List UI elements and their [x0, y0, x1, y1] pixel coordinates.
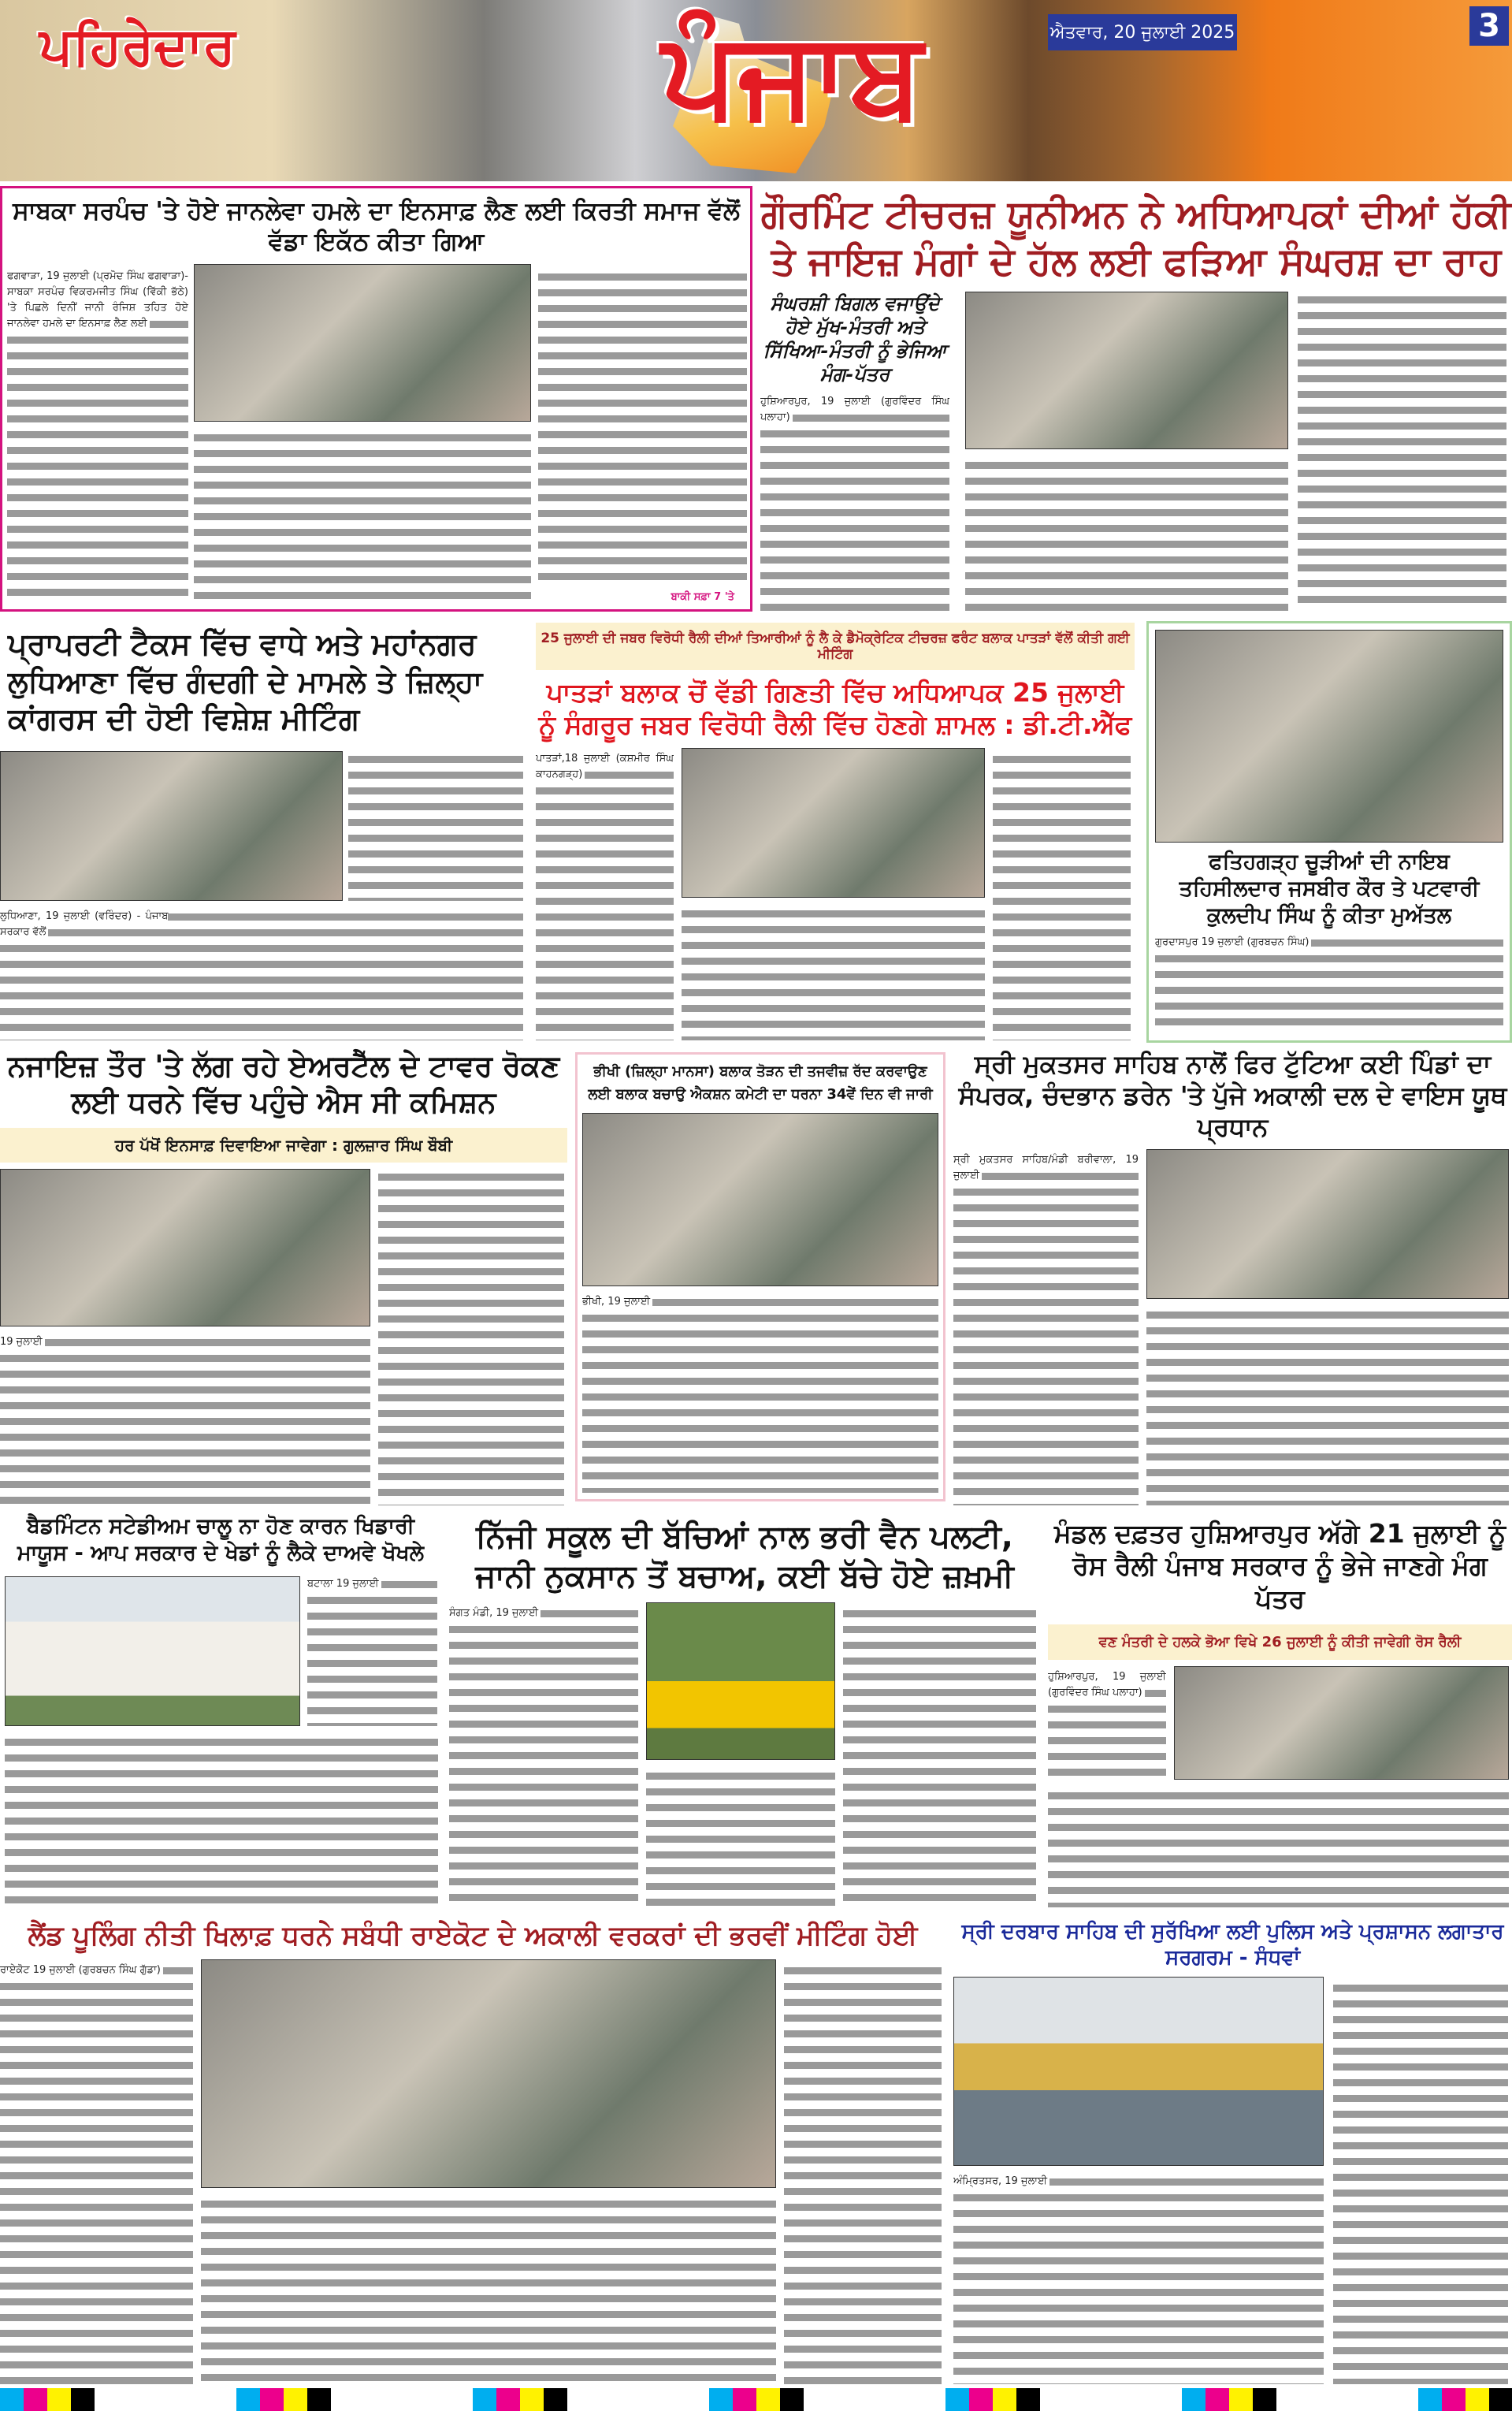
headline: ਮੰਡਲ ਦਫ਼ਤਰ ਹੁਸ਼ਿਆਰਪੁਰ ਅੱਗੇ 21 ਜੁਲਾਈ ਨੂੰ ਰੋਸ ਰੈਲੀ ਪੰਜਾਬ ਸਰਕਾਰ ਨੂੰ ਭੇਜੇ ਜਾਣਗੇ ਮੰਗ ਪੱਤਰ	[1053, 1518, 1506, 1614]
photo	[201, 1959, 776, 2188]
article-body: ਅੰਮ੍ਰਿਤਸਰ, 19 ਜੁਲਾਈ	[953, 2174, 1324, 2384]
article-land-pooling	[0, 1919, 945, 2384]
article-body	[1298, 292, 1506, 612]
article-dtf-rally	[536, 623, 1135, 1040]
headline: ਪਾਤੜਾਂ ਬਲਾਕ ਚੋਂ ਵੱਡੀ ਗਿਣਤੀ ਵਿੱਚ ਅਧਿਆਪਕ 25 ਜੁਲਾਈ ਨੂੰ ਸੰਗਰੂਰ ਜਬਰ ਵਿਰੋਧੀ ਰੈਲੀ ਵਿੱਚ ਹੋਣਗੇ ਸ਼ਾਮਲ : ਡੀ.ਟੀ.ਐੱਫ	[538, 677, 1132, 741]
issue-date: ਐਤਵਾਰ, 20 ਜੁਲਾਈ 2025	[1048, 14, 1237, 50]
photo	[1155, 630, 1503, 843]
article-darbar-sahib-security	[953, 1919, 1512, 2384]
article-content	[1048, 1666, 1512, 1907]
article-body	[538, 269, 747, 585]
photo	[194, 264, 531, 422]
headline: ਲੈਂਡ ਪੂਲਿੰਗ ਨੀਤੀ ਖਿਲਾਫ਼ ਧਰਨੇ ਸਬੰਧੀ ਰਾਏਕੋਟ ਦੇ ਅਕਾਲੀ ਵਰਕਰਾਂ ਦੀ ਭਰਵੀਂ ਮੀਟਿੰਗ ਹੋਈ	[28, 1920, 918, 1951]
article-body	[784, 1963, 942, 2385]
photo	[1146, 1149, 1509, 1299]
headline: ਸ੍ਰੀ ਦਰਬਾਰ ਸਾਹਿਬ ਦੀ ਸੁਰੱਖਿਆ ਲਈ ਪੁਲਿਸ ਅਤੇ ਪ੍ਰਸ਼ਾਸਨ ਲਗਾਤਾਰ ਸਰਗਰਮ - ਸੰਧਵਾਂ	[961, 1920, 1504, 1970]
article-hoshiarpur-rally	[1048, 1517, 1512, 1907]
headline: ਗੌਰਮਿੰਟ ਟੀਚਰਜ਼ ਯੂਨੀਅਨ ਨੇ ਅਧਿਆਪਕਾਂ ਦੀਆਂ ਹੱਕੀ ਤੇ ਜਾਇਜ਼ ਮੰਗਾਂ ਦੇ ਹੱਲ ਲਈ ਫੜਿਆ ਸੰਘਰਸ਼ ਦਾ ਰਾਹ	[760, 192, 1512, 284]
article-body	[378, 1169, 564, 1506]
article-body	[993, 751, 1131, 1041]
photo	[682, 748, 985, 898]
article-school-van	[449, 1517, 1040, 1907]
newspaper-logo: ਪਹਿਰੇਦਾਰ	[39, 16, 236, 76]
article-bhikhi-block	[575, 1052, 945, 1501]
continued-marker: ਬਾਕੀ ਸਫ਼ਾ 7 'ਤੇ	[671, 591, 734, 603]
article-body	[843, 1605, 1036, 1907]
photo	[0, 751, 343, 901]
article-airtel-tower	[0, 1048, 567, 1505]
article-body: ਪਾਤੜਾਂ,18 ਜੁਲਾਈ (ਕਸ਼ਮੀਰ ਸਿੰਘ ਕਾਹਨਗੜ੍ਹ)	[536, 751, 674, 1041]
article-content	[953, 1149, 1512, 1505]
subheadline: ਵਣ ਮੰਤਰੀ ਦੇ ਹਲਕੇ ਭੋਆ ਵਿਖੇ 26 ਜੁਲਾਈ ਨੂੰ ਕੀਤੀ ਜਾਵੇਗੀ ਰੋਸ ਰੈਲੀ	[1048, 1624, 1512, 1660]
article-body: ਲੁਧਿਆਣਾ, 19 ਜੁਲਾਈ (ਵਰਿੰਦਰ) - ਪੰਜਾਬ ਸਰਕਾਰ ਵੱਲੋਂ	[0, 909, 523, 1041]
page-number: 3	[1469, 6, 1509, 46]
article-property-tax	[0, 623, 528, 1040]
photo	[5, 1576, 300, 1726]
article-body	[194, 430, 531, 604]
headline: ਭੀਖੀ (ਜ਼ਿਲ੍ਹਾ ਮਾਨਸਾ) ਬਲਾਕ ਤੋੜਨ ਦੀ ਤਜਵੀਜ਼ ਰੱਦ ਕਰਵਾਉਣ ਲਈ ਬਲਾਕ ਬਚਾਉ ਐਕਸ਼ਨ ਕਮੇਟੀ ਦਾ ਧਰਨਾ 34ਵੇਂ ਦਿਨ ਵੀ ਜਾਰੀ	[588, 1063, 933, 1103]
photo	[0, 1169, 370, 1326]
article-body	[5, 1734, 438, 1908]
article-content	[536, 748, 1135, 1041]
article-content	[449, 1602, 1040, 1907]
left-column	[760, 292, 949, 612]
subheadline: ਸੰਘਰਸ਼ੀ ਬਿਗਲ ਵਜਾਉਂਦੇ ਹੋਏ ਮੁੱਖ-ਮੰਤਰੀ ਅਤੇ ਸਿੱਖਿਆ-ਮੰਤਰੀ ਨੂੰ ਭੇਜਿਆ ਮੰਗ-ਪੱਤਰ	[763, 292, 947, 385]
printer-color-bar	[0, 2388, 1512, 2411]
headline: ਪ੍ਰਾਪਰਟੀ ਟੈਕਸ ਵਿੱਚ ਵਾਧੇ ਅਤੇ ਮਹਾਂਨਗਰ ਲੁਧਿਆਣਾ ਵਿੱਚ ਗੰਦਗੀ ਦੇ ਮਾਮਲੇ ਤੇ ਜ਼ਿਲ੍ਹਾ ਕਾਂਗਰਸ ਦੀ ਹੋਈ ਵਿਸ਼ੇਸ਼ ਮੀਟਿੰਗ	[8, 627, 483, 736]
article-body	[1146, 1307, 1509, 1505]
article-tehsildar-suspended	[1146, 621, 1512, 1043]
photo	[965, 292, 1288, 449]
article-content	[0, 1959, 945, 2385]
article-body: 19 ਜੁਲਾਈ	[0, 1334, 370, 1506]
article-body	[965, 457, 1288, 612]
subheadline: ਹਰ ਪੱਖੋਂ ਇਨਸਾਫ਼ ਦਿਵਾਇਆ ਜਾਵੇਗਾ : ਗੁਲਜ਼ਾਰ ਸਿੰਘ ਬੌਬੀ	[0, 1128, 567, 1163]
headline: ਸਾਬਕਾ ਸਰਪੰਚ 'ਤੇ ਹੋਏ ਜਾਨਲੇਵਾ ਹਮਲੇ ਦਾ ਇਨਸਾਫ਼ ਲੈਣ ਲਈ ਕਿਰਤੀ ਸਮਾਜ ਵੱਲੋਂ ਵੱਡਾ ਇਕੱਠ ਕੀਤਾ ਗਿਆ	[13, 197, 740, 256]
article-content	[578, 1113, 943, 1499]
headline: ਫਤਿਹਗੜ੍ਹ ਚੂੜੀਆਂ ਦੀ ਨਾਇਬ ਤਹਿਸੀਲਦਾਰ ਜਸਬੀਰ ਕੌਰ ਤੇ ਪਟਵਾਰੀ ਕੁਲਦੀਪ ਸਿੰਘ ਨੂੰ ਕੀਤਾ ਮੁਅੱਤਲ	[1179, 850, 1480, 928]
article-content	[2, 264, 750, 610]
article-body	[646, 1768, 835, 1907]
article-teachers-union	[760, 186, 1512, 612]
article-badminton-stadium	[0, 1513, 441, 1907]
article-muktsar-drain	[953, 1048, 1512, 1505]
article-body	[348, 751, 523, 901]
article-body	[201, 2196, 776, 2385]
article-body: ਰਾਏਕੋਟ 19 ਜੁਲਾਈ (ਗੁਰਬਚਨ ਸਿੰਘ ਗੁੱਡਾ)	[0, 1963, 193, 2385]
article-body: ਬਟਾਲਾ 19 ਜੁਲਾਈ	[307, 1576, 437, 1726]
article-body: ਭੀਖੀ, 19 ਜੁਲਾਈ	[582, 1294, 938, 1493]
article-body: ਫਗਵਾੜਾ, 19 ਜੁਲਾਈ (ਪ੍ਰਮੋਦ ਸਿੰਘ ਫਗਵਾੜਾ)- ਸਾਬਕਾ ਸਰਪੰਚ ਵਿਕਰਮਜੀਤ ਸਿੰਘ (ਵਿੱਕੀ ਭੱਠੇ) 'ਤੇ ਪਿਛਲੇ ਦਿਨੀਂ ਜਾਨੀ ਰੰਜਿਸ਼ ਤਹਿਤ ਹੋਏ ਜਾਨਲੇਵਾ ਹਮਲੇ ਦਾ ਇਨਸਾਫ਼ ਲੈਣ ਲਈ	[7, 269, 188, 604]
headline: ਬੈਡਮਿੰਟਨ ਸਟੇਡੀਅਮ ਚਾਲੂ ਨਾ ਹੋਣ ਕਾਰਨ ਖਿਡਾਰੀ ਮਾਯੂਸ - ਆਪ ਸਰਕਾਰ ਦੇ ਖੇਡਾਂ ਨੂੰ ਲੈਕੇ ਦਾਅਵੇ ਖੋਖਲੇ	[17, 1514, 425, 1565]
headline: ਨਿੱਜੀ ਸਕੂਲ ਦੀ ਬੱਚਿਆਂ ਨਾਲ ਭਰੀ ਵੈਨ ਪਲਟੀ, ਜਾਨੀ ਨੁਕਸਾਨ ਤੋਂ ਬਚਾਅ, ਕਈ ਬੱਚੇ ਹੋਏ ਜ਼ਖ਼ਮੀ	[475, 1519, 1014, 1594]
photo	[1174, 1666, 1509, 1780]
article-content	[0, 1573, 441, 1908]
article-body: ਗੁਰਦਾਸਪੁਰ 19 ਜੁਲਾਈ (ਗੁਰਬਚਨ ਸਿੰਘ)	[1155, 935, 1503, 1034]
article-kirti-samaj	[0, 186, 752, 612]
photo	[582, 1113, 938, 1286]
photo	[646, 1602, 835, 1760]
article-body: ਸ੍ਰੀ ਮੁਕਤਸਰ ਸਾਹਿਬ/ਮੰਡੀ ਬਰੀਵਾਲਾ, 19 ਜੁਲਾਈ	[953, 1152, 1139, 1505]
article-content	[760, 292, 1512, 612]
article-body	[1333, 1980, 1508, 2384]
article-content	[0, 748, 528, 1041]
headline: ਨਜਾਇਜ਼ ਤੌਰ 'ਤੇ ਲੱਗ ਰਹੇ ਏਅਰਟੈੱਲ ਦੇ ਟਾਵਰ ਰੋਕਣ ਲਈ ਧਰਨੇ ਵਿੱਚ ਪਹੁੰਚੇ ਐਸ ਸੀ ਕਮਿਸ਼ਨ	[7, 1049, 560, 1120]
article-body: ਹੁਸ਼ਿਆਰਪੁਰ, 19 ਜੁਲਾਈ (ਗੁਰਵਿੰਦਰ ਸਿੰਘ ਪਲਾਹਾ)	[760, 394, 949, 612]
article-content	[0, 1169, 567, 1506]
article-body	[682, 906, 985, 1041]
headline: ਸ੍ਰੀ ਮੁਕਤਸਰ ਸਾਹਿਬ ਨਾਲੋਂ ਫਿਰ ਟੁੱਟਿਆ ਕਈ ਪਿੰਡਾਂ ਦਾ ਸੰਪਰਕ, ਚੰਦਭਾਨ ਡਰੇਨ 'ਤੇ ਪੁੱਜੇ ਅਕਾਲੀ ਦਲ ਦੇ ਵਾਇਸ ਯੂਥ ਪ੍ਰਧਾਨ	[958, 1049, 1507, 1142]
article-body	[1048, 1788, 1509, 1907]
article-content	[953, 1977, 1512, 2384]
strap-headline: 25 ਜੁਲਾਈ ਦੀ ਜਬਰ ਵਿਰੋਧੀ ਰੈਲੀ ਦੀਆਂ ਤਿਆਰੀਆਂ ਨੂੰ ਲੈ ਕੇ ਡੈਮੋਕ੍ਰੇਟਿਕ ਟੀਚਰਜ਼ ਫਰੰਟ ਬਲਾਕ ਪਾਤੜਾਂ ਵੱਲੋਂ ਕੀਤੀ ਗਈ ਮੀਟਿੰਗ	[536, 623, 1135, 670]
article-body: ਹੁਸ਼ਿਆਰਪੁਰ, 19 ਜੁਲਾਈ (ਗੁਰਵਿੰਦਰ ਸਿੰਘ ਪਲਾਹਾ)	[1048, 1669, 1166, 1780]
article-body: ਸੰਗਤ ਮੰਡੀ, 19 ਜੁਲਾਈ	[449, 1605, 638, 1907]
section-title: ਪੰਜਾਬ	[662, 6, 923, 143]
photo	[953, 1977, 1324, 2166]
